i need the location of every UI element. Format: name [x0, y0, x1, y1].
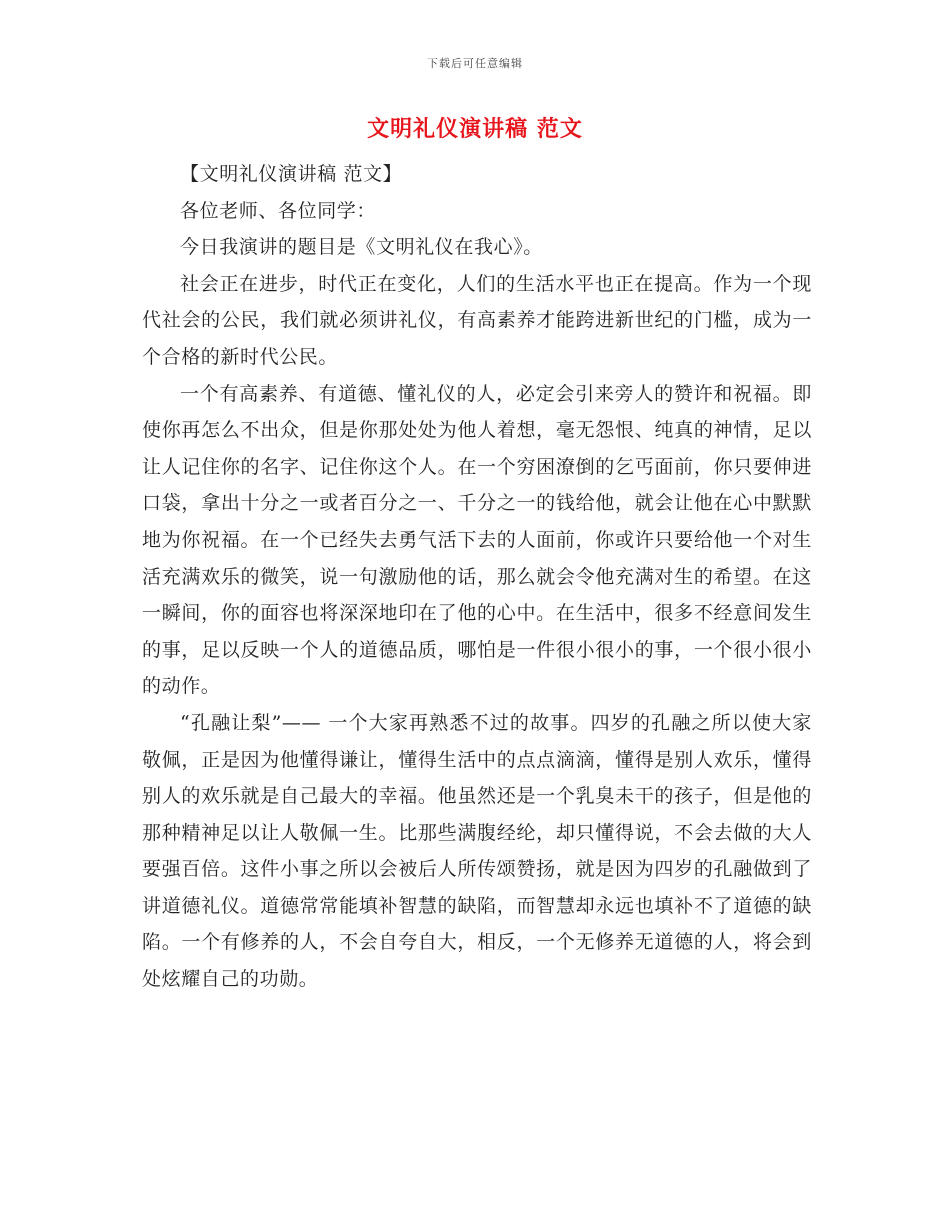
paragraph-heading: 【文明礼仪演讲稿 范文】 — [180, 163, 403, 185]
paragraph-body-2: 一个有高素养、有道德、懂礼仪的人，必定会引来旁人的赞许和祝福。即使你再怎么不出众，但是你那处处为他人着想，毫无怨恨、纯真的神情，足以让人记住你的名字、记住你这个人。在一个穷困潦倒的乞丐面前，你只要伸进口袋，拿出十分之一或者百分之一、千分之一的钱给他，就会让他在心中默默地为你祝福。在一个已经失去勇气活下去的人面前，你或许只要给他一个对生活充满欢乐的微笑，说一句激励他的话，那么就会令他充满对生的希望。在这一瞬间，你的面容也将深深地印在了他的心中。在生活中，很多不经意间发生的事，足以反映一个人的道德品质，哪怕是一件很小很小的事，一个很小很小的动作。 — [142, 382, 812, 698]
paragraph-greeting: 各位老师、各位同学： — [180, 199, 377, 222]
document-title: 文明礼仪演讲稿 范文 — [367, 116, 583, 142]
paragraph-body-1: 社会正在进步，时代正在变化，人们的生活水平也正在提高。作为一个现代社会的公民，我们就必须讲礼仪，有高素养才能跨进新世纪的门槛，成为一个合格的新时代公民。 — [142, 272, 812, 368]
document-body — [142, 156, 812, 998]
paragraph-topic: 今日我演讲的题目是《文明礼仪在我心》。 — [180, 236, 543, 259]
paragraph-body-3: “孔融让梨”—— 一个大家再熟悉不过的故事。四岁的孔融之所以使大家敬佩，正是因为他懂得谦让，懂得生活中的点点滴滴，懂得是别人欢乐，懂得别人的欢乐就是自己最大的幸福。他虽然还是一个乳臭未干的孩子，但是他的那种精神足以让人敬佩一生。比那些满腹经纶，却只懂得说，不会去做的大人要强百倍。这件小事之所以会被后人所传颂赞扬，就是因为四岁的孔融做到了讲道德礼仪。道德常常能填补智慧的缺陷，而智慧却永远也填补不了道德的缺陷。一个有修养的人，不会自夸自大，相反，一个无修养无道德的人，将会到处炫耀自己的功勋。 — [142, 711, 812, 991]
page-header-note: 下载后可任意编辑 — [427, 57, 523, 70]
